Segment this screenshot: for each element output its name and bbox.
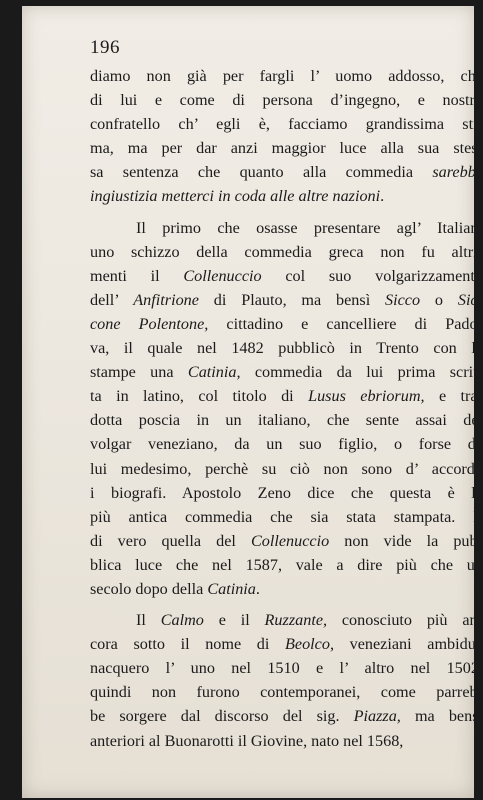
text-line <box>90 184 483 208</box>
text-line <box>90 216 483 240</box>
italic-text: cone Polentone, <box>90 314 209 333</box>
italic-text: Ruzzante, <box>264 611 328 630</box>
text-segment: Il primo che osasse presentare agl’ Italiani <box>136 218 483 237</box>
text-segment: va, il quale nel 1482 pubblicò in Trento con le <box>90 339 483 358</box>
body-text <box>90 64 483 753</box>
text-segment: col suo volgarizzamento <box>261 266 483 285</box>
text-line <box>90 656 483 680</box>
text-segment: conosciuto più an- <box>327 611 483 630</box>
text-segment: lui medesimo, perchè su ciò non sono d’ accordo <box>90 459 483 478</box>
text-segment: menti il <box>90 266 184 285</box>
text-segment: più antica commedia che sia stata stampata. E <box>90 507 483 526</box>
text-segment: ta in latino, col titolo di <box>90 387 309 406</box>
text-segment: be sorgere dal discorso del sig. <box>90 707 354 726</box>
text-segment: quindi non furono contemporanei, come parreb- <box>90 683 483 702</box>
text-segment: cittadino e cancelliere di Pado- <box>208 314 483 333</box>
text-line <box>90 336 483 360</box>
italic-text: Collenuccio <box>250 531 330 550</box>
text-line <box>90 680 483 704</box>
text-line <box>90 136 483 160</box>
text-segment: anteriori al Buonarotti il Giovine, nato nel 1568, <box>90 731 404 750</box>
text-segment: sa sentenza che quanto alla commedia <box>90 163 433 182</box>
text-segment: stampe una <box>90 363 188 382</box>
text-line <box>90 312 483 336</box>
text-segment: di Plauto, ma bensì <box>198 290 386 309</box>
text-line <box>90 88 483 112</box>
text-line <box>90 529 483 553</box>
italic-text: Calmo <box>160 611 204 630</box>
text-line <box>90 432 483 456</box>
paragraph-spacer <box>90 601 483 608</box>
text-segment: uno schizzo della commedia greca non fu altri- <box>90 242 483 261</box>
text-segment: secolo dopo della <box>90 579 208 598</box>
text-line <box>90 553 483 577</box>
text-line <box>90 64 483 88</box>
italic-text: Anfitrione <box>133 290 199 309</box>
text-segment: i biografi. Apostolo Zeno dice che questa è la <box>90 483 483 502</box>
paragraph-spacer <box>90 209 483 216</box>
text-line <box>90 505 483 529</box>
italic-text: Piazza, <box>353 707 401 726</box>
page-number: 196 <box>90 37 120 58</box>
text-segment: . <box>255 579 260 598</box>
text-line <box>90 288 483 312</box>
text-segment: o <box>420 290 458 309</box>
text-segment: dell’ <box>90 290 134 309</box>
text-line <box>90 608 483 632</box>
text-segment: dotta poscia in un italiano, che sente assai del <box>90 411 483 430</box>
text-segment: di lui e come di persona d’ingegno, e nostro <box>90 91 483 110</box>
text-segment: nacquero l’ uno nel 1510 e l’ altro nel 1502, <box>90 659 483 678</box>
italic-text: Beolco, <box>285 635 334 654</box>
text-segment: . <box>380 187 385 206</box>
text-line <box>90 360 483 384</box>
text-segment: volgar veneziano, da un suo figlio, o forse da <box>90 435 483 454</box>
text-line <box>90 577 483 601</box>
italic-text: Catinia <box>207 579 256 598</box>
text-segment: ma, ma per dar anzi maggior luce alla sua stes- <box>90 139 483 158</box>
italic-text: Sic- <box>457 290 483 309</box>
text-segment: commedia da lui prima scrit- <box>240 363 483 382</box>
text-segment: blica luce che nel 1587, vale a dire più che un <box>90 555 483 574</box>
text-segment: non vide la pub- <box>329 531 483 550</box>
italic-text: Catinia, <box>187 363 241 382</box>
text-segment: e tra- <box>424 387 483 406</box>
text-segment: Il <box>136 611 161 630</box>
text-line <box>90 112 483 136</box>
book-page <box>22 6 483 798</box>
text-line <box>90 704 483 728</box>
text-segment: confratello ch’ egli è, facciamo grandissima sti- <box>90 115 483 134</box>
italic-text: Lusus ebriorum, <box>308 387 425 406</box>
text-segment: veneziani ambidue <box>334 635 483 654</box>
text-line <box>90 160 483 184</box>
text-segment: ma bensì <box>400 707 483 726</box>
text-segment: cora sotto il nome di <box>90 635 285 654</box>
italic-text: ingiustizia metterci in coda alle altre nazioni <box>90 187 381 206</box>
text-line <box>90 481 483 505</box>
text-line <box>90 729 483 753</box>
text-segment: e il <box>203 611 265 630</box>
italic-text: sarebbe <box>432 163 483 182</box>
text-line <box>90 384 483 408</box>
text-segment: di vero quella del <box>90 531 251 550</box>
text-segment: diamo non già per fargli l’ uomo addosso, che <box>90 67 483 85</box>
italic-text: Sicco <box>385 290 421 309</box>
italic-text: Collenuccio <box>183 266 262 285</box>
text-line <box>90 408 483 432</box>
text-line <box>90 632 483 656</box>
text-line <box>90 264 483 288</box>
text-line <box>90 240 483 264</box>
text-line <box>90 457 483 481</box>
